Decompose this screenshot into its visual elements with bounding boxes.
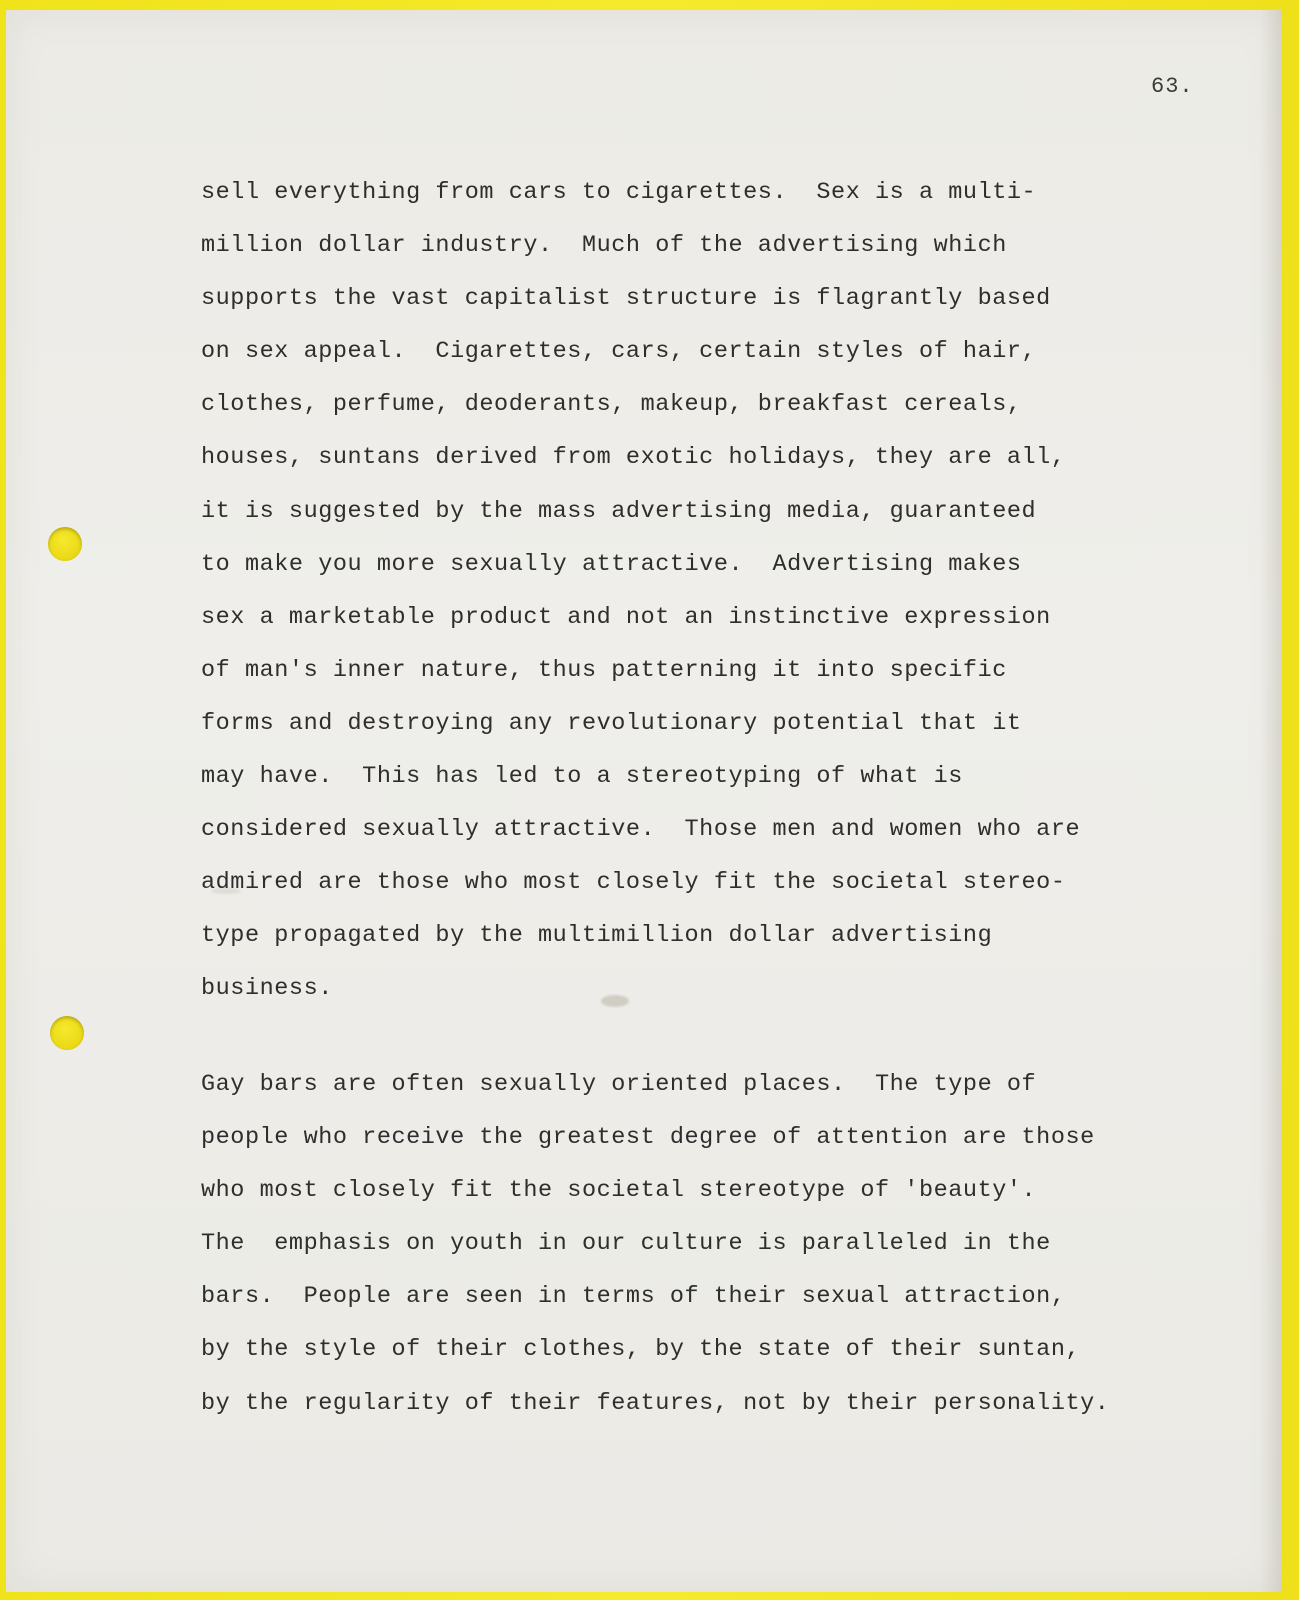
page-edge-shadow xyxy=(1260,10,1282,1592)
text-line: admired are those who most closely fit the societal stereo- xyxy=(201,869,1066,897)
text-line: business. xyxy=(201,975,333,1003)
text-line: of man's inner nature, thus patterning it into specific xyxy=(201,656,1007,684)
text-line: who most closely fit the societal stereotype of 'beauty'. xyxy=(201,1177,1037,1205)
typed-page xyxy=(6,10,1282,1592)
punch-hole-top xyxy=(48,527,82,561)
text-line: million dollar industry. Much of the advertising which xyxy=(201,232,1007,260)
text-line: people who receive the greatest degree of attention are those xyxy=(201,1124,1095,1152)
text-line: by the style of their clothes, by the state of their suntan, xyxy=(201,1336,1081,1364)
text-line: sell everything from cars to cigarettes. Sex is a multi- xyxy=(201,179,1037,206)
text-line: forms and destroying any revolutionary potential that it xyxy=(201,709,1022,737)
text-line: supports the vast capitalist structure is flagrantly based xyxy=(201,285,1051,313)
text-line: on sex appeal. Cigarettes, cars, certain styles of hair, xyxy=(201,338,1037,366)
text-line: houses, suntans derived from exotic holidays, they are all, xyxy=(201,444,1066,472)
punch-hole-bottom xyxy=(50,1016,84,1050)
text-line: may have. This has led to a stereotyping of what is xyxy=(201,763,963,791)
page-number: 63. xyxy=(1151,74,1194,99)
text-line: The emphasis on youth in our culture is paralleled in the xyxy=(201,1230,1051,1258)
text-line: considered sexually attractive. Those men and women who are xyxy=(201,816,1081,844)
text-line: clothes, perfume, deoderants, makeup, breakfast cereals, xyxy=(201,391,1022,419)
text-line: sex a marketable product and not an instinctive expression xyxy=(201,603,1051,631)
text-line: it is suggested by the mass advertising media, guaranteed xyxy=(201,497,1037,525)
text-line: by the regularity of their features, not by their personality. xyxy=(201,1389,1110,1417)
text-line: to make you more sexually attractive. Advertising makes xyxy=(201,550,1022,578)
paragraph-1 xyxy=(201,166,1201,1016)
text-line: bars. People are seen in terms of their sexual attraction, xyxy=(201,1283,1066,1311)
text-line: type propagated by the multimillion dollar advertising xyxy=(201,922,993,950)
paragraph-2 xyxy=(201,1058,1201,1430)
text-line: Gay bars are often sexually oriented places. The type of xyxy=(201,1071,1037,1098)
